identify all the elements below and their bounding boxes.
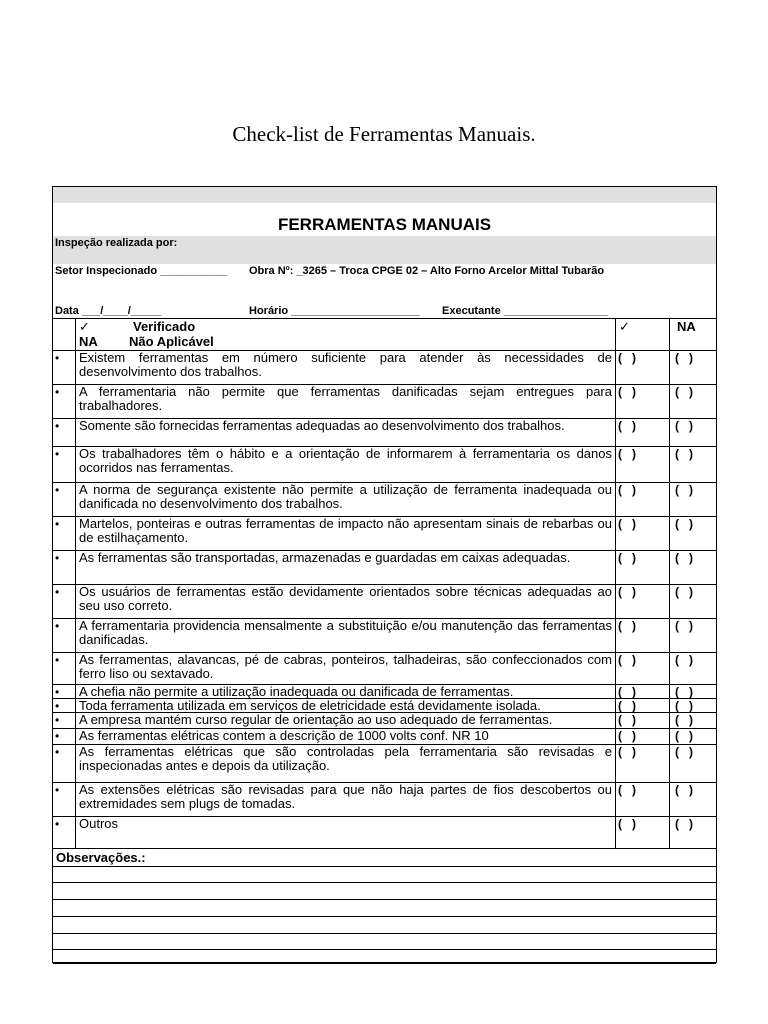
checklist-item-text: A ferramentaria não permite que ferramentas danificadas sejam entregues para trabalhadores. bbox=[79, 384, 612, 413]
check-mark-placeholder: ( ) bbox=[618, 685, 636, 699]
item-bullet: • bbox=[55, 351, 60, 365]
date-field: Data ___/____/_____ bbox=[55, 305, 162, 317]
item-bullet: • bbox=[55, 551, 60, 565]
check-mark-placeholder: ( ) bbox=[618, 699, 636, 713]
item-bullet: • bbox=[55, 685, 60, 699]
checklist-item-text: As ferramentas são transportadas, armazenadas e guardadas em caixas adequadas. bbox=[79, 550, 571, 565]
checklist-item-text: Os usuários de ferramentas estão devidamente orientados sobre técnicas adequadas ao seu uso correto. bbox=[79, 584, 612, 613]
na-mark-placeholder: ( ) bbox=[675, 351, 693, 365]
column-rule-bullet bbox=[75, 318, 76, 848]
checklist-item-text: As ferramentas, alavancas, pé de cabras, ponteiros, talhadeiras, são confeccionados com ferro liso ou sextavado. bbox=[79, 652, 612, 681]
item-bullet: • bbox=[55, 447, 60, 461]
check-mark-placeholder: ( ) bbox=[618, 447, 636, 461]
checklist-form bbox=[52, 186, 717, 963]
checklist-item-text: As ferramentas elétricas que são controladas pela ferramentaria são revisadas e inspecionadas antes e depois da utilização. bbox=[79, 744, 612, 773]
observation-line bbox=[53, 933, 716, 934]
na-mark-placeholder: ( ) bbox=[675, 551, 693, 565]
checklist-item-text: Os trabalhadores têm o hábito e a orientação de informarem à ferramentaria os danos ocorridos nas ferramentas. bbox=[79, 446, 612, 475]
na-column-header: NA bbox=[677, 319, 696, 334]
check-column-header: ✓ bbox=[619, 319, 630, 334]
document-title: Check-list de Ferramentas Manuais. bbox=[232, 122, 536, 146]
item-bullet: • bbox=[55, 419, 60, 433]
observation-line bbox=[53, 916, 716, 917]
observation-line bbox=[53, 963, 716, 964]
checklist-item-text: Toda ferramenta utilizada em serviços de eletricidade está devidamente isolada. bbox=[79, 698, 541, 713]
inspection-label: Inspeção realizada por: bbox=[55, 237, 178, 249]
observation-line bbox=[53, 882, 716, 883]
observation-line bbox=[53, 866, 716, 867]
column-rule-na bbox=[669, 318, 670, 848]
check-mark-placeholder: ( ) bbox=[618, 419, 636, 433]
item-bullet: • bbox=[55, 817, 60, 831]
item-bullet: • bbox=[55, 653, 60, 667]
na-mark-placeholder: ( ) bbox=[675, 619, 693, 633]
checklist-item-text: A norma de segurança existente não permite a utilização de ferramenta inadequada ou danificada no desenvolvimento dos trabalhos. bbox=[79, 482, 612, 511]
observation-line bbox=[53, 949, 716, 950]
executor-field: Executante _________________ bbox=[442, 305, 608, 317]
check-mark-placeholder: ( ) bbox=[618, 783, 636, 797]
na-abbrev-legend: NA bbox=[79, 334, 98, 349]
na-mark-placeholder: ( ) bbox=[675, 483, 693, 497]
item-bullet: • bbox=[55, 483, 60, 497]
na-mark-placeholder: ( ) bbox=[675, 783, 693, 797]
na-mark-placeholder: ( ) bbox=[675, 653, 693, 667]
header-shade-bar bbox=[53, 187, 716, 203]
na-mark-placeholder: ( ) bbox=[675, 745, 693, 759]
sector-field: Setor Inspecionado ___________ bbox=[55, 265, 228, 277]
checklist-item-text: Existem ferramentas em número suficiente para atender às necessidades de desenvolvimento dos trabalhos. bbox=[79, 350, 612, 379]
na-mark-placeholder: ( ) bbox=[675, 817, 693, 831]
checklist-item-text: A ferramentaria providencia mensalmente a substituição e/ou manutenção das ferramentas danificadas. bbox=[79, 618, 612, 647]
check-mark-placeholder: ( ) bbox=[618, 483, 636, 497]
obra-field: Obra Nº: _3265 – Troca CPGE 02 – Alto Forno Arcelor Mittal Tubarão bbox=[249, 265, 605, 277]
column-rule-check bbox=[615, 318, 616, 848]
na-mark-placeholder: ( ) bbox=[675, 699, 693, 713]
item-bullet: • bbox=[55, 619, 60, 633]
na-mark-placeholder: ( ) bbox=[675, 729, 693, 743]
checklist-item-text: Somente são fornecidas ferramentas adequadas ao desenvolvimento dos trabalhos. bbox=[79, 418, 565, 433]
item-bullet: • bbox=[55, 729, 60, 743]
observations-label: Observações.: bbox=[56, 850, 146, 865]
checklist-item-text: As extensões elétricas são revisadas para que não haja partes de fios descobertos ou extremidades sem plugs de tomadas. bbox=[79, 782, 612, 811]
check-mark-placeholder: ( ) bbox=[618, 351, 636, 365]
checklist-item-text: Martelos, ponteiras e outras ferramentas de impacto não apresentam sinais de rebarbas ou de estilhaçamento. bbox=[79, 516, 612, 545]
item-bullet: • bbox=[55, 699, 60, 713]
check-mark-placeholder: ( ) bbox=[618, 713, 636, 727]
row-rule bbox=[53, 848, 716, 849]
check-mark-placeholder: ( ) bbox=[618, 517, 636, 531]
na-mark-placeholder: ( ) bbox=[675, 713, 693, 727]
check-mark-placeholder: ( ) bbox=[618, 729, 636, 743]
check-mark-placeholder: ( ) bbox=[618, 745, 636, 759]
check-mark-placeholder: ( ) bbox=[618, 817, 636, 831]
na-mark-placeholder: ( ) bbox=[675, 517, 693, 531]
check-mark-placeholder: ( ) bbox=[618, 551, 636, 565]
item-bullet: • bbox=[55, 713, 60, 727]
item-bullet: • bbox=[55, 385, 60, 399]
item-bullet: • bbox=[55, 745, 60, 759]
check-mark-placeholder: ( ) bbox=[618, 619, 636, 633]
na-mark-placeholder: ( ) bbox=[675, 685, 693, 699]
checklist-item-text: A chefia não permite a utilização inadequada ou danificada de ferramentas. bbox=[79, 684, 514, 699]
na-label-legend: Não Aplicável bbox=[129, 334, 214, 349]
item-bullet: • bbox=[55, 783, 60, 797]
check-mark-placeholder: ( ) bbox=[618, 653, 636, 667]
observation-line bbox=[53, 899, 716, 900]
verified-label: Verificado bbox=[133, 319, 196, 334]
time-field: Horário _____________________ bbox=[249, 305, 420, 317]
check-symbol-legend: ✓ bbox=[79, 319, 90, 334]
na-mark-placeholder: ( ) bbox=[675, 585, 693, 599]
checklist-item-text: Outros bbox=[79, 816, 119, 831]
checklist-item-text: A empresa mantém curso regular de orientação ao uso adequado de ferramentas. bbox=[79, 712, 553, 727]
check-mark-placeholder: ( ) bbox=[618, 585, 636, 599]
na-mark-placeholder: ( ) bbox=[675, 447, 693, 461]
item-bullet: • bbox=[55, 517, 60, 531]
na-mark-placeholder: ( ) bbox=[675, 419, 693, 433]
checklist-item-text: As ferramentas elétricas contem a descrição de 1000 volts conf. NR 10 bbox=[79, 728, 489, 743]
item-bullet: • bbox=[55, 585, 60, 599]
na-mark-placeholder: ( ) bbox=[675, 385, 693, 399]
section-title: FERRAMENTAS MANUAIS bbox=[277, 215, 492, 234]
check-mark-placeholder: ( ) bbox=[618, 385, 636, 399]
